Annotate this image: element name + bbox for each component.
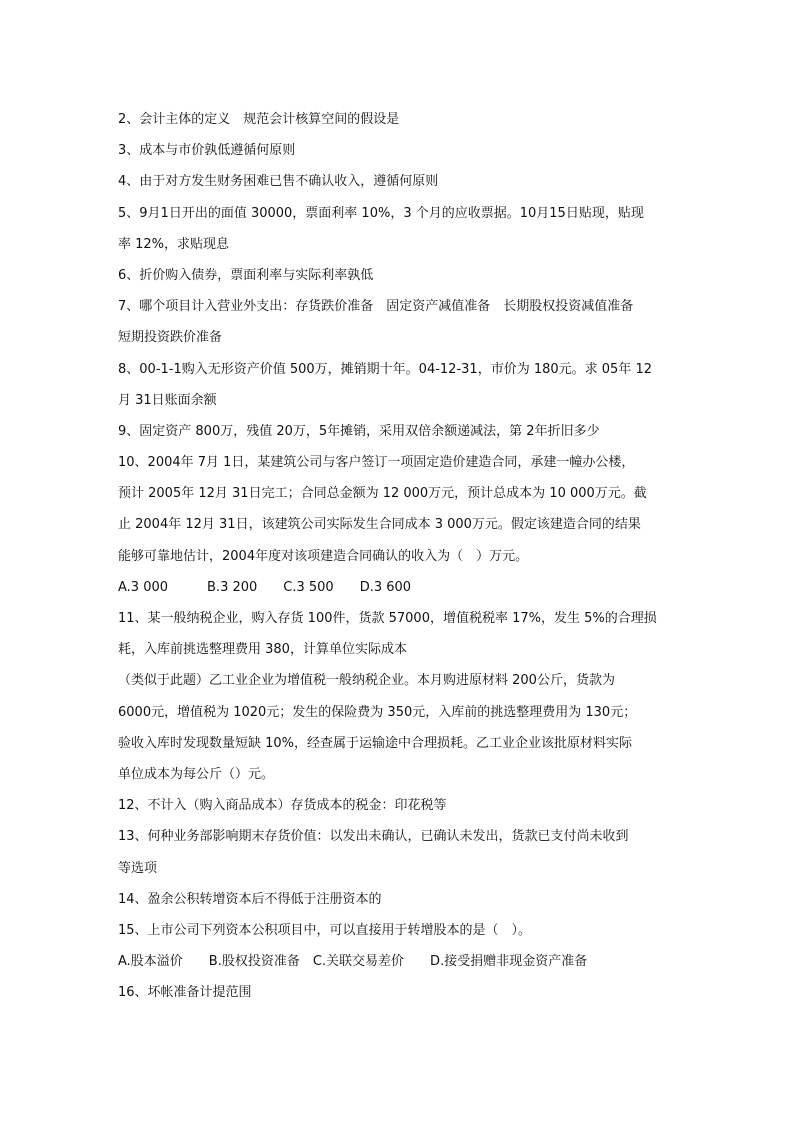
text-line: 能够可靠地估计，2004年度对该项建造合同确认的收入为（ ）万元。 xyxy=(118,548,529,564)
text-line: 6、折价购入债券，票面利率与实际利率孰低 xyxy=(118,267,374,283)
text-line: 耗，入库前挑选整理费用 380，计算单位实际成本 xyxy=(118,642,407,658)
text-line: 15、上市公司下列资本公积项目中，可以直接用于转增股本的是（ ）。 xyxy=(118,922,532,938)
text-line: 止 2004年 12月 31日，该建筑公司实际发生合同成本 3 000万元。假定该建造合同的结果 xyxy=(118,517,641,533)
text-line: 16、坏帐准备计提范围 xyxy=(118,985,252,1001)
text-line: 预计 2005年 12月 31日完工；合同总金额为 12 000万元，预计总成本为 10 000万元。截 xyxy=(118,486,647,502)
text-line: 短期投资跌价准备 xyxy=(118,330,223,346)
text-line: 7、哪个项目计入营业外支出：存货跌价准备 固定资产减值准备 长期股权投资减值准备 xyxy=(118,299,634,315)
text-line: 率 12%，求贴现息 xyxy=(118,236,230,252)
text-line: 8、00-1-1购入无形资产价值 500万，摊销期十年。04-12-31，市价为 180元。求 05年 12 xyxy=(118,361,652,377)
document-body xyxy=(118,104,678,1008)
text-line: 验收入库时发现数量短缺 10%，经查属于运输途中合理损耗。乙工业企业该批原材料实际 xyxy=(118,735,633,751)
text-line: 4、由于对方发生财务困难已售不确认收入，遵循何原则 xyxy=(118,174,439,190)
text-line: 2、会计主体的定义 规范会计核算空间的假设是 xyxy=(118,112,400,127)
text-line: 11、某一般纳税企业，购入存货 100件，货款 57000，增值税税率 17%，发生 5%的合理损 xyxy=(118,611,657,626)
text-line: 3、成本与市价孰低遵循何原则 xyxy=(118,143,296,159)
text-line: 13、何种业务部影响期末存货价值：以发出未确认，已确认未发出，货款已支付尚未收到 xyxy=(118,829,629,845)
text-line: 10、2004年 7月 1日，某建筑公司与客户签订一项固定造价建造合同，承建一幢办公楼， xyxy=(118,455,635,471)
text-line: 5、9月1日开出的面值 30000，票面利率 10%，3 个月的应收票据。10月15日贴现，贴现 xyxy=(118,205,644,221)
text-line: 12、不计入（购入商品成本）存货成本的税金：印花税等 xyxy=(118,798,447,814)
text-line: 月 31日账面余额 xyxy=(118,392,217,408)
text-line: 等选项 xyxy=(118,860,158,876)
text-line: 9、固定资产 800万，残值 20万，5年摊销，采用双倍余额递减法，第 2年折旧多少 xyxy=(118,423,600,439)
text-line: A.3 000 B.3 200 C.3 500 D.3 600 xyxy=(118,579,412,595)
text-line: 单位成本为每公斤（）元。 xyxy=(118,766,275,782)
text-line: 6000元，增值税为 1020元；发生的保险费为 350元，入库前的挑选整理费用为 130元； xyxy=(118,704,637,720)
text-line: （类似于此题）乙工业企业为增值税一般纳税企业。本月购进原材料 200公斤，货款为 xyxy=(118,673,615,689)
text-line: A.股本溢价 B.股权投资准备 C.关联交易差价 D.接受捐赠非现金资产准备 xyxy=(118,954,588,970)
text-line: 14、盈余公积转增资本后不得低于注册资本的 xyxy=(118,891,382,907)
